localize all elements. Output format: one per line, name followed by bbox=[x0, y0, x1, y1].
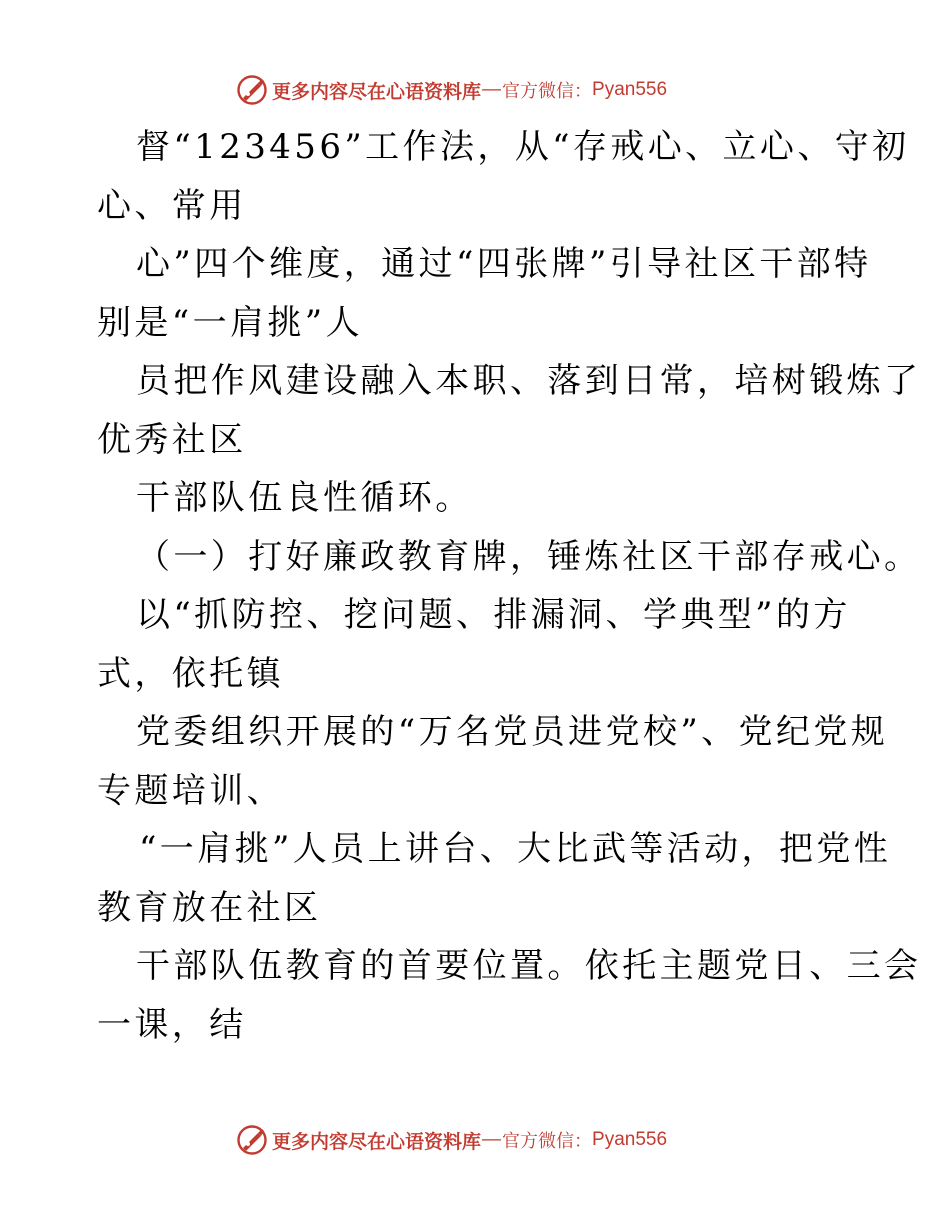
watermark-title: 更多内容尽在心语资料库 bbox=[272, 1130, 482, 1153]
watermark-wechat-id: Pyan556 bbox=[592, 1129, 668, 1150]
text-line: 以“抓防控、挖问题、排漏洞、学典型”的方 bbox=[136, 595, 851, 635]
watermark-title: 更多内容尽在心语资料库 bbox=[272, 80, 482, 103]
watermark-dash: — bbox=[482, 79, 502, 100]
body-text bbox=[97, 118, 922, 1054]
text-line: “一肩挑”人员上讲台、大比武等活动，把党性 bbox=[139, 829, 892, 869]
watermark-wechat-id: Pyan556 bbox=[592, 79, 668, 100]
text-line: 员把作风建设融入本职、落到日常，培树锻炼了 bbox=[136, 361, 922, 401]
text-line: 优秀社区 bbox=[97, 419, 247, 460]
text-line: 干部队伍教育的首要位置。依托主题党日、三会 bbox=[136, 946, 922, 986]
text-line: 式，依托镇 bbox=[97, 653, 284, 694]
section-heading: （一）打好廉政教育牌，锤炼社区干部存戒心。 bbox=[136, 536, 922, 577]
text-line: 督“123456”工作法，从“存戒心、立心、守初 bbox=[136, 127, 910, 167]
text-line: 党委组织开展的“万名党员进党校”、党纪党规 bbox=[136, 712, 889, 752]
text-line: 别是“一肩挑”人 bbox=[97, 302, 363, 343]
text-line: 专题培训、 bbox=[97, 770, 284, 811]
pen-seal-icon bbox=[236, 1124, 268, 1156]
watermark-wechat-label: 官方微信： bbox=[502, 1131, 593, 1152]
header-watermark bbox=[236, 72, 667, 108]
watermark-dash: — bbox=[482, 1129, 502, 1150]
text-line: 一课，结 bbox=[97, 1004, 247, 1045]
text-line: 干部队伍良性循环。 bbox=[136, 478, 473, 518]
text-line: 心、常用 bbox=[97, 185, 247, 226]
pen-seal-icon bbox=[236, 74, 268, 106]
text-line: 教育放在社区 bbox=[97, 887, 322, 928]
footer-watermark bbox=[236, 1122, 667, 1158]
watermark-wechat-label: 官方微信： bbox=[502, 81, 593, 102]
text-line: 心”四个维度，通过“四张牌”引导社区干部特 bbox=[136, 244, 872, 284]
